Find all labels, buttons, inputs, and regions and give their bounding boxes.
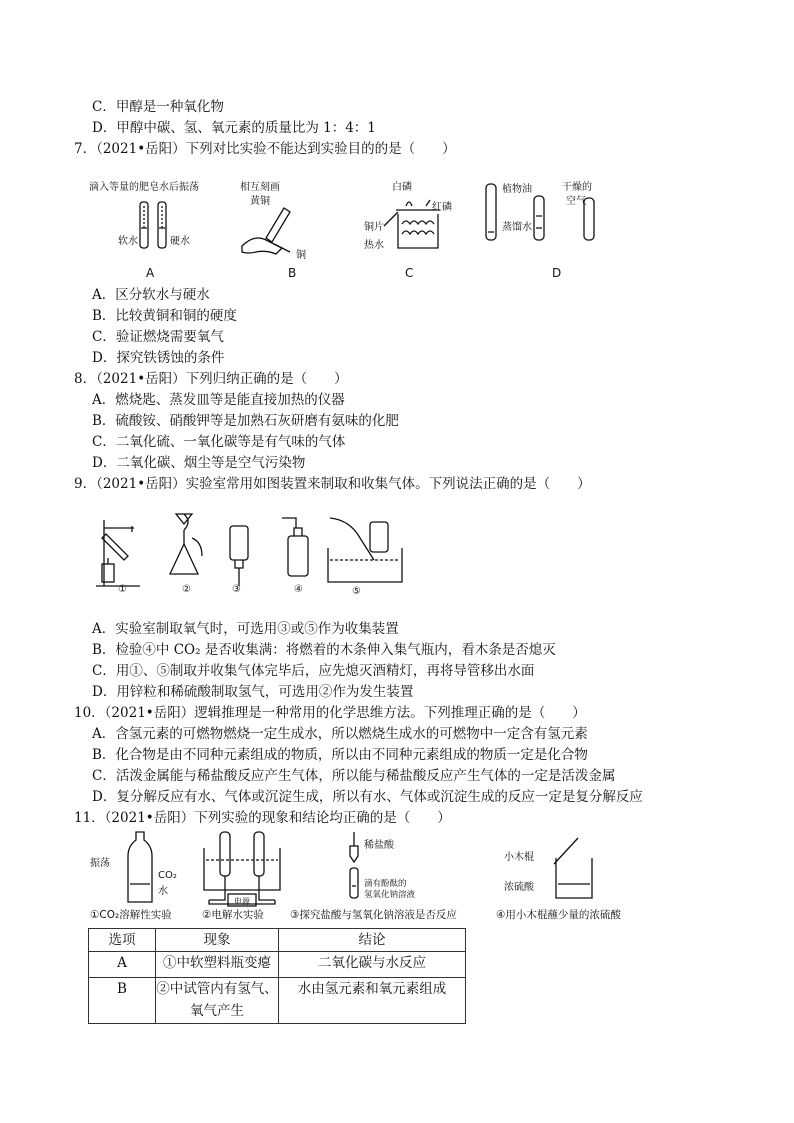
q9-option-a: A．实验室制取氧气时，可选用③或⑤作为收集装置 bbox=[92, 621, 399, 637]
q10-option-c: C．活泼金属能与稀盐酸反应产生气体，所以能与稀盐酸反应产生气体的一定是活泼金属 bbox=[92, 768, 616, 784]
q8-stem: 8．（2021•岳阳）下列归纳正确的是（ ） bbox=[74, 371, 348, 387]
q7-d-dry1-label: 干燥的 bbox=[562, 182, 592, 193]
q8-option-c: C．二氧化硫、一氧化碳等是有气味的气体 bbox=[92, 434, 346, 450]
q9-fig-label-3: ③ bbox=[232, 584, 241, 595]
q10-option-d: D．复分解反应有水、气体或沉淀生成，所以有水、气体或沉淀生成的反应一定是复分解反应 bbox=[92, 789, 643, 805]
table-cell-option: B bbox=[89, 978, 156, 1024]
q7-option-c: C．验证燃烧需要氧气 bbox=[92, 329, 224, 345]
q9-option-b: B．检验④中 CO₂ 是否收集满：将燃着的木条伸入集气瓶内，看木条是否熄灭 bbox=[92, 642, 556, 658]
q11-fig-water-label: 水 bbox=[158, 886, 168, 897]
q7-fig-b bbox=[240, 180, 306, 280]
table-cell-phenomenon: ①中软塑料瓶变瘪 bbox=[156, 952, 279, 978]
q7-b-top2-label: 黄铜 bbox=[250, 196, 270, 207]
q7-fig-a bbox=[89, 180, 199, 280]
q11-fig-co2-label: CO₂ bbox=[158, 870, 177, 881]
q8-option-b: B．硫酸铵、硝酸钾等是加熟石灰研磨有氨味的化肥 bbox=[92, 413, 399, 429]
table-row bbox=[89, 978, 466, 1024]
table-header-cell: 结论 bbox=[279, 929, 466, 952]
q11-fig-caption-3: ③探究盐酸与氢氧化钠溶液是否反应 bbox=[290, 909, 457, 921]
q9-option-d: D．用锌粒和稀硫酸制取氢气，可选用②作为发生装置 bbox=[92, 684, 414, 700]
q11-fig-caption-1: ①CO₂溶解性实验 bbox=[90, 909, 172, 921]
q7-fig-label-b: B bbox=[288, 266, 297, 280]
q7-option-b: B．比较黄铜和铜的硬度 bbox=[92, 308, 237, 324]
table-header-row bbox=[89, 929, 466, 952]
q7-option-a: A．区分软水与硬水 bbox=[92, 287, 210, 303]
q11-fig-caption-4: ④用小木棍蘸少量的浓硫酸 bbox=[496, 909, 621, 921]
q7-c-red-label: 红磷 bbox=[432, 202, 452, 213]
table-header-cell: 现象 bbox=[156, 929, 279, 952]
q7-a-soft-label: 软水 bbox=[118, 236, 138, 247]
q7-d-dry2-label: 空气 bbox=[566, 196, 586, 207]
q7-b-cu-label: 铜 bbox=[296, 250, 306, 261]
q9-fig-label-4: ④ bbox=[294, 584, 303, 595]
q7-a-top-label: 滴入等量的肥皂水后振荡 bbox=[89, 182, 199, 193]
q11-fig-power-label: 电源 bbox=[234, 897, 250, 906]
q7-b-top1-label: 相互刻画 bbox=[240, 182, 280, 193]
table-header-cell: 选项 bbox=[89, 929, 156, 952]
q10-option-b: B．化合物是由不同种元素组成的物质，所以由不同种元素组成的物质一定是化合物 bbox=[92, 747, 588, 763]
q6-option-c: C．甲醇是一种氧化物 bbox=[92, 99, 224, 115]
q10-option-a: A．含氢元素的可燃物燃烧一定生成水，所以燃烧生成水的可燃物中一定含有氢元素 bbox=[92, 726, 588, 742]
table-cell-conclusion: 水由氢元素和氧元素组成 bbox=[279, 978, 466, 1024]
q7-fig-label-a: A bbox=[146, 266, 155, 280]
q11-fig-hcl-label: 稀盐酸 bbox=[364, 840, 394, 851]
q11-figure bbox=[88, 828, 648, 924]
q7-option-d: D．探究铁锈蚀的条件 bbox=[92, 350, 225, 366]
q7-c-plate-label: 铜片 bbox=[364, 222, 384, 233]
q11-fig-naoh1-label: 滴有酚酞的 bbox=[364, 879, 407, 889]
q7-fig-label-d: D bbox=[552, 266, 562, 280]
q7-stem: 7．（2021•岳阳）下列对比实验不能达到实验目的的是（ ） bbox=[74, 141, 456, 157]
q7-fig-c bbox=[364, 180, 452, 280]
q10-stem: 10．（2021•岳阳）逻辑推理是一种常用的化学思维方法。下列推理正确的是（ ） bbox=[74, 705, 586, 721]
q11-fig-h2so4-label: 浓硫酸 bbox=[504, 882, 534, 893]
q9-figure bbox=[88, 508, 418, 598]
q9-fig-label-5: ⑤ bbox=[352, 586, 361, 597]
q9-fig-label-2: ② bbox=[182, 584, 191, 595]
q7-fig-label-c: C bbox=[405, 266, 414, 280]
q11-fig-caption-2: ②电解水实验 bbox=[202, 909, 264, 921]
table-cell-option: A bbox=[89, 952, 156, 978]
q9-stem: 9．（2021•岳阳）实验室常用如图装置来制取和收集气体。下列说法正确的是（ ） bbox=[74, 476, 591, 492]
q7-d-dist-label: 蒸馏水 bbox=[502, 222, 532, 233]
table-cell-conclusion: 二氧化碳与水反应 bbox=[279, 952, 466, 978]
q11-fig-shake-label: 振荡 bbox=[90, 858, 110, 869]
q9-option-c: C．用①、⑤制取并收集气体完毕后，应先熄灭酒精灯，再将导管移出水面 bbox=[92, 663, 535, 679]
q7-figure bbox=[84, 176, 664, 284]
q8-option-d: D．二氧化碳、烟尘等是空气污染物 bbox=[92, 455, 306, 471]
q8-option-a: A．燃烧匙、蒸发皿等是能直接加热的仪器 bbox=[92, 392, 345, 408]
q7-fig-d bbox=[486, 180, 594, 280]
q11-table bbox=[88, 928, 466, 1024]
table-cell-phenomenon-line2: 氧气产生 bbox=[190, 1003, 244, 1019]
table-row bbox=[89, 952, 466, 978]
q7-d-oil-label: 植物油 bbox=[502, 184, 532, 195]
table-cell-phenomenon-line1: ②中试管内有氢气、 bbox=[156, 981, 278, 997]
q11-fig-naoh2-label: 氢氧化钠溶液 bbox=[364, 890, 416, 900]
q7-c-water-label: 热水 bbox=[364, 240, 384, 251]
q7-c-white-label: 白磷 bbox=[392, 182, 412, 193]
table-cell-phenomenon bbox=[156, 978, 279, 1024]
q11-fig-stick-label: 小木棍 bbox=[504, 852, 534, 863]
q6-option-d: D．甲醇中碳、氢、氧元素的质量比为 1：4：1 bbox=[92, 120, 376, 136]
q9-fig-label-1: ① bbox=[118, 584, 127, 595]
q11-stem: 11．（2021•岳阳）下列实验的现象和结论均正确的是（ ） bbox=[74, 810, 451, 826]
q7-a-hard-label: 硬水 bbox=[170, 236, 190, 247]
